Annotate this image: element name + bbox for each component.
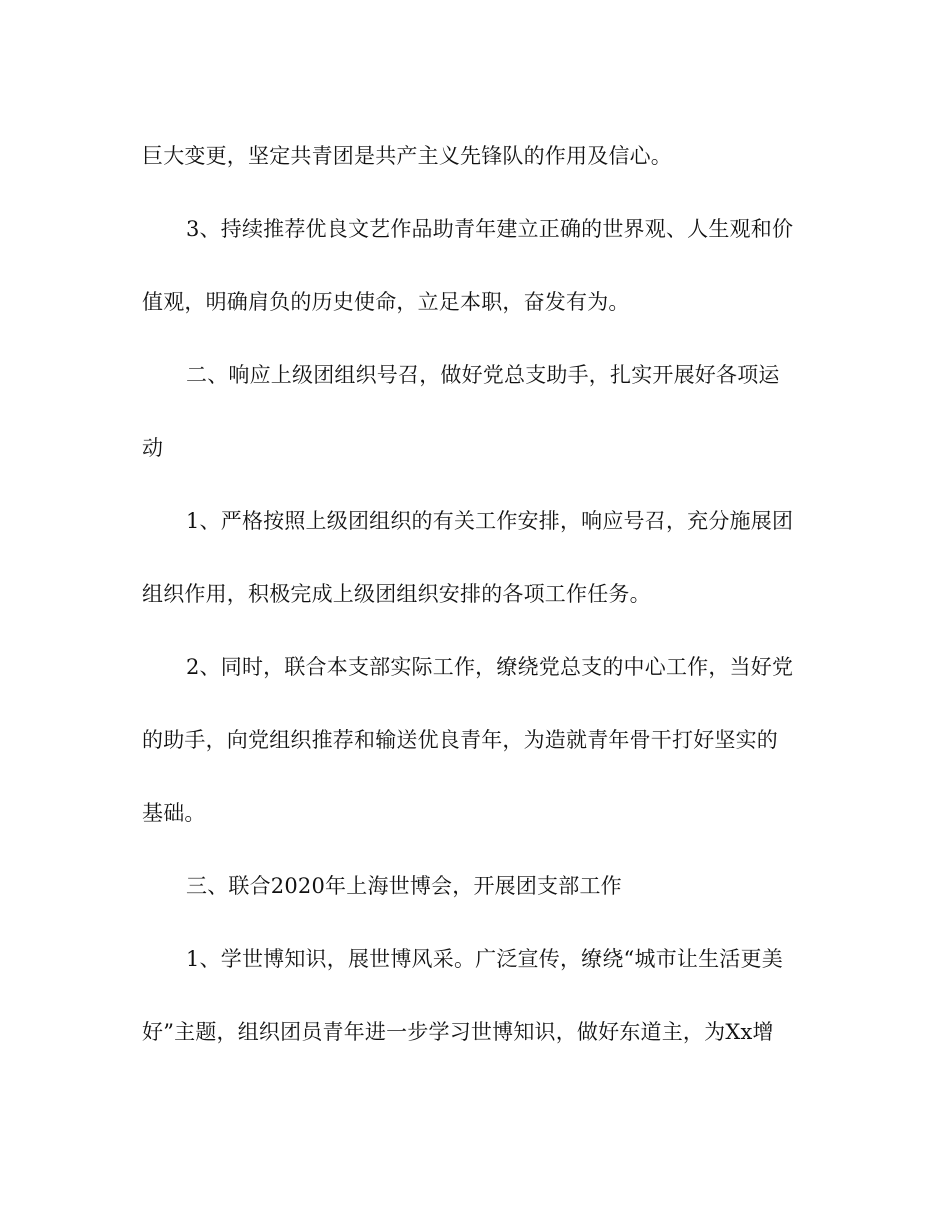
paragraph-line-9: 的助手，向党组织推荐和输送优良青年，为造就青年骨干打好坚实的 xyxy=(142,728,778,752)
section-heading-2-cont: 动 xyxy=(142,436,164,460)
paragraph-line-12: 1、学世博知识，展世博风采。广泛宣传，缭绕“城市让生活更美 xyxy=(186,947,783,971)
paragraph-line-13: 好”主题，组织团员青年进一步学习世博知识，做好东道主，为Xx增 xyxy=(142,1020,774,1044)
paragraph-line-10: 基础。 xyxy=(142,801,206,825)
paragraph-line-7: 组织作用，积极完成上级团组织安排的各项工作任务。 xyxy=(142,582,651,606)
paragraph-line-8: 2、同时，联合本支部实际工作，缭绕党总支的中心工作，当好党 xyxy=(186,655,794,679)
paragraph-line-2: 3、持续推荐优良文艺作品助青年建立正确的世界观、人生观和价 xyxy=(186,217,794,241)
paragraph-line-3: 值观，明确肩负的历史使命，立足本职，奋发有为。 xyxy=(142,290,630,314)
section-heading-2: 二、响应上级团组织号召，做好党总支助手，扎实开展好各项运 xyxy=(186,363,780,387)
paragraph-line-1: 巨大变更，坚定共青团是共产主义先锋队的作用及信心。 xyxy=(142,144,672,168)
section-heading-3: 三、联合2020年上海世博会，开展团支部工作 xyxy=(186,874,622,898)
paragraph-line-6: 1、严格按照上级团组织的有关工作安排，响应号召，充分施展团 xyxy=(186,509,794,533)
